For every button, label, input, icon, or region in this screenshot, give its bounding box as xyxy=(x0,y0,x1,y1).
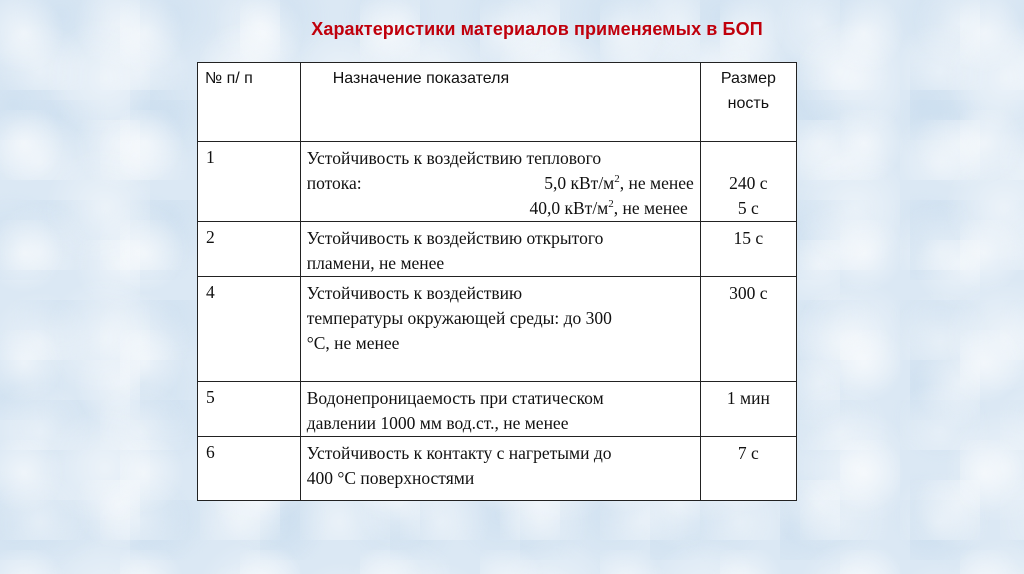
row-num: 1 xyxy=(198,142,301,222)
table-header-row xyxy=(198,63,797,142)
row-desc-line2-right: 5,0 кВт/м xyxy=(544,173,615,193)
row-num: 2 xyxy=(198,222,301,277)
header-val xyxy=(700,63,796,142)
row-val-line1: 240 с xyxy=(729,173,768,193)
row-desc-line3-main: 40,0 кВт/м xyxy=(529,198,609,218)
row-desc-line2-sup: 2 xyxy=(614,173,620,186)
row-desc xyxy=(300,382,700,437)
row-desc xyxy=(300,142,700,222)
row-val: 15 с xyxy=(700,222,796,277)
row-desc xyxy=(300,277,700,382)
row-desc-line1: Устойчивость к контакту с нагретыми до xyxy=(306,443,612,463)
row-num: 5 xyxy=(198,382,301,437)
materials-table xyxy=(197,62,797,501)
header-val-line1: Размер xyxy=(720,70,776,87)
row-desc-line2-tail: , не менее xyxy=(619,173,694,193)
row-val xyxy=(700,142,796,222)
row-val: 300 с xyxy=(700,277,796,382)
row-val: 1 мин xyxy=(700,382,796,437)
row-desc-line2 xyxy=(307,171,694,196)
row-val-spacer xyxy=(701,146,796,171)
table-row xyxy=(198,277,797,382)
row-desc-line2: температуры окружающей среды: до 300 xyxy=(306,308,612,328)
row-desc-line2-right-wrap xyxy=(544,171,694,196)
row-num: 6 xyxy=(198,437,301,501)
row-desc xyxy=(300,222,700,277)
page-title: Характеристики материалов применяемых в БОП xyxy=(311,19,763,39)
row-desc-line2: давлении 1000 мм вод.ст., не менее xyxy=(306,413,569,433)
row-desc-line3 xyxy=(307,196,694,221)
header-desc: Назначение показателя xyxy=(300,63,700,142)
header-val-line2: ность xyxy=(727,95,770,112)
row-desc-line1: Водонепроницаемость при статическом xyxy=(306,388,604,408)
row-desc-line1: Устойчивость к воздействию открытого xyxy=(306,228,604,248)
row-desc-line3-sup: 2 xyxy=(608,198,614,211)
row-desc-line1: Устойчивость к воздействию xyxy=(306,283,523,303)
table-row xyxy=(198,222,797,277)
table-row xyxy=(198,437,797,501)
row-desc-line2: 400 °С поверхностями xyxy=(306,468,475,488)
row-desc xyxy=(300,437,700,501)
row-val: 7 с xyxy=(700,437,796,501)
row-desc-line3: °С, не менее xyxy=(306,333,400,353)
row-num: 4 xyxy=(198,277,301,382)
row-desc-line2-left: потока: xyxy=(306,173,362,193)
row-desc-line1: Устойчивость к воздействию теплового xyxy=(306,148,602,168)
table-row xyxy=(198,142,797,222)
row-val-line2: 5 с xyxy=(737,198,759,218)
row-desc-line3-tail: , не менее xyxy=(613,198,688,218)
row-desc-line2: пламени, не менее xyxy=(306,253,445,273)
table-row xyxy=(198,382,797,437)
header-num: № п/ п xyxy=(198,63,301,142)
